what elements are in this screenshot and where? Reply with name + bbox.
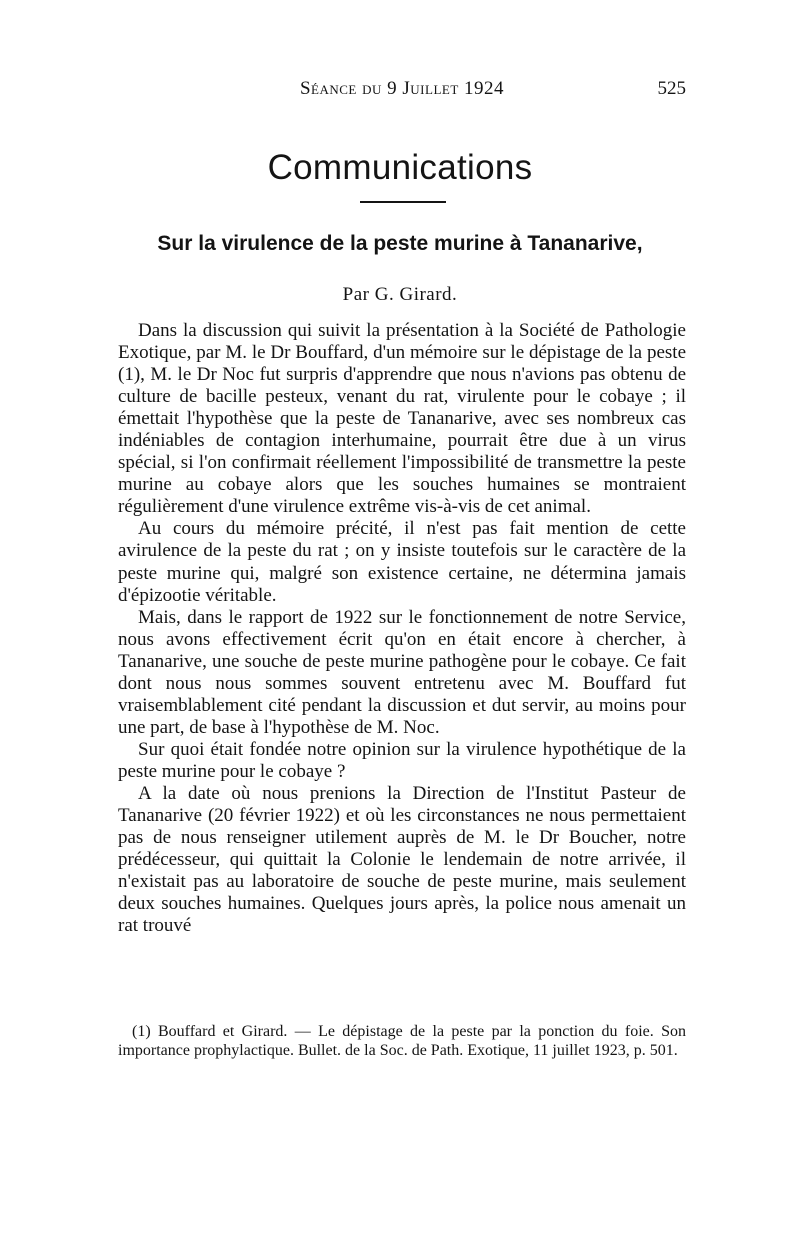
section-title: Communications	[267, 148, 533, 187]
article-title: Sur la virulence de la peste murine à Tananarive,	[157, 232, 643, 255]
paragraph: A la date où nous prenions la Direction de l'Institut Pasteur de Tananarive (20 février 1922) et où les circonstances ne nous permettaient pas de nous renseigner utilement auprès de M. le Dr Boucher, notre prédécesseur, qui quittait la Colonie le lendemain de notre arrivée, il n'existait pas au laboratoire de souche de peste murine, mais seulement deux souches humaines. Quelques jours après, la police nous amenait un rat trouvé	[118, 782, 686, 937]
title-rule	[360, 201, 446, 203]
paragraph: Sur quoi était fondée notre opinion sur la virulence hypothétique de la peste murine pour le cobaye ?	[118, 738, 686, 782]
running-header	[118, 78, 686, 106]
page-number: 525	[657, 78, 686, 99]
footnote-text: (1) Bouffard et Girard. — Le dépistage de la peste par la ponction du foie. Son importance prophylactique. Bullet. de la Soc. de Path. Exotique, 11 juillet 1923, p. 501.	[118, 1023, 686, 1059]
paragraph: Dans la discussion qui suivit la présentation à la Société de Pathologie Exotique, par M. le Dr Bouffard, d'un mémoire sur le dépistage de la peste (1), M. le Dr Noc fut surpris d'apprendre que nous n'avions pas obtenu de culture de bacille pesteux, venant du rat, virulente pour le cobaye ; il émettait l'hypothèse que la peste de Tananarive, avec ses nombreux cas indéniables de contagion interhumaine, pourrait être due à un virus spécial, si l'on confirmait réellement l'impossibilité de transmettre la peste murine au cobaye alors que les souches humaines se montraient régulièrement d'une virulence extrême vis-à-vis de cet animal.	[118, 320, 686, 518]
paragraph: Mais, dans le rapport de 1922 sur le fonctionnement de notre Service, nous avons effectivement écrit qu'on en était encore à chercher, à Tananarive, une souche de peste murine pathogène pour le cobaye. Ce fait dont nous nous sommes souvent entretenu avec M. Bouffard fut vraisemblablement cité pendant la discussion et dut servir, au moins pour une part, de base à l'hypothèse de M. Noc.	[118, 606, 686, 738]
running-title: Séance du 9 Juillet 1924	[299, 78, 505, 99]
article-body	[118, 320, 686, 937]
footnote	[118, 1022, 686, 1060]
author-byline: Par G. Girard.	[342, 284, 458, 305]
paragraph: Au cours du mémoire précité, il n'est pas fait mention de cette avirulence de la peste du rat ; on y insiste toutefois sur le caractère de la peste murine qui, malgré son existence certaine, ne détermina jamais d'épizootie véritable.	[118, 518, 686, 606]
